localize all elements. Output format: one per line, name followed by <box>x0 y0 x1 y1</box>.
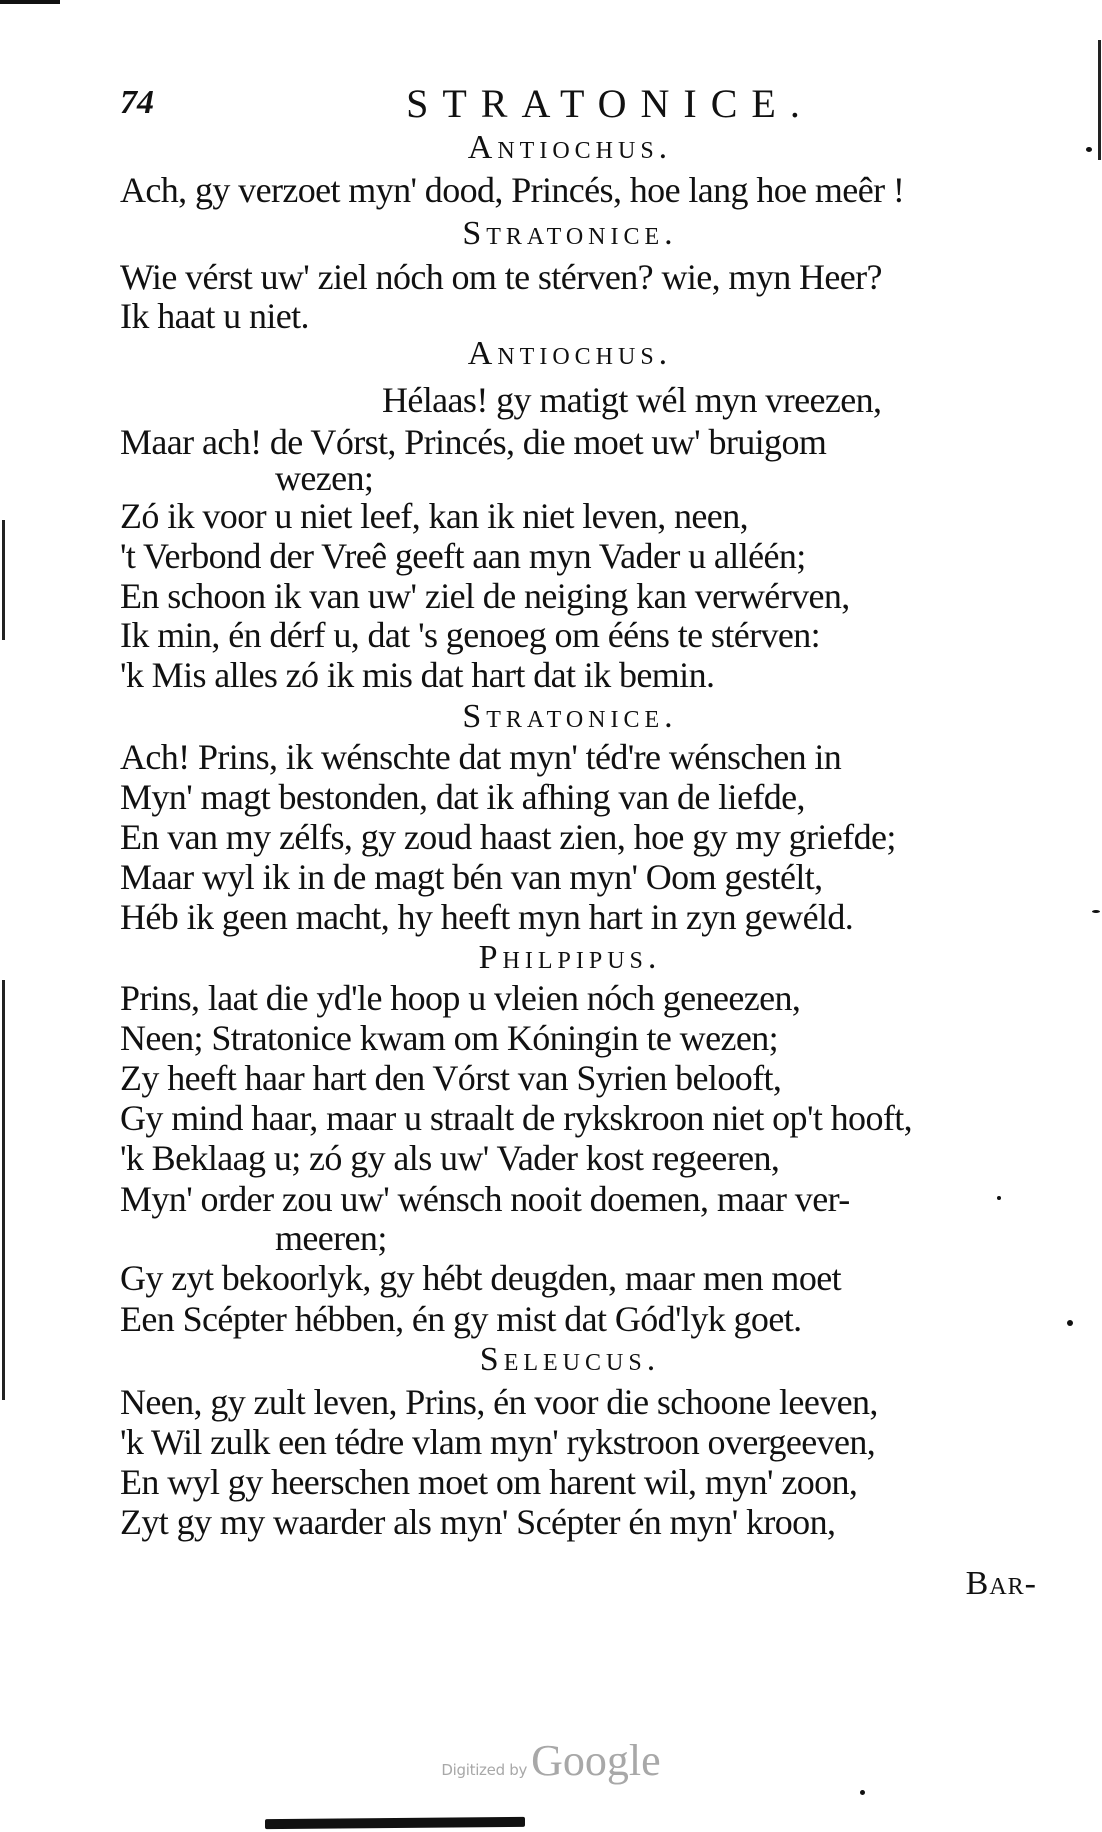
verse-line: Hélaas! gy matigt wél myn vreezen, <box>382 380 882 420</box>
scan-artifact-left-edge <box>2 980 5 1400</box>
verse-line: Maar ach! de Vórst, Princés, die moet uw' bruigom <box>120 422 827 462</box>
verse-line: En van my zélfs, gy zoud haast zien, hoe gy my griefde; <box>120 817 896 857</box>
speaker-heading: Stratonice. <box>462 698 678 735</box>
scan-speck <box>1086 147 1092 152</box>
verse-line: Zy heeft haar hart den Vórst van Syrien belooft, <box>120 1058 782 1098</box>
scan-artifact-right-edge <box>1098 40 1101 160</box>
watermark-brand: Google <box>531 1736 661 1785</box>
verse-line: Een Scépter hébben, én gy mist dat Gód'lyk goet. <box>120 1299 802 1339</box>
verse-line: Myn' order zou uw' wénsch nooit doemen, maar ver- <box>120 1179 850 1219</box>
verse-line: En schoon ik van uw' ziel de neiging kan verwérven, <box>120 576 850 616</box>
verse-line: 't Verbond der Vreê geeft aan myn Vader u alléén; <box>120 536 806 576</box>
scan-artifact-bottom-bar <box>265 1817 525 1829</box>
verse-line: Zyt gy my waarder als myn' Scépter én myn' kroon, <box>120 1502 836 1542</box>
verse-line: Maar wyl ik in de magt bén van myn' Oom gestélt, <box>120 857 823 897</box>
speaker-heading: Antiochus. <box>467 335 673 372</box>
running-title: STRATONICE. <box>406 81 814 126</box>
scan-artifact-top-bar <box>0 0 60 4</box>
catchword: Bar- <box>965 1565 1037 1602</box>
scan-speck <box>1067 1320 1073 1326</box>
verse-line: 'k Mis alles zó ik mis dat hart dat ik bemin. <box>120 655 715 695</box>
page-number: 74 <box>120 84 154 121</box>
verse-line: Zó ik voor u niet leef, kan ik niet leven, neen, <box>120 496 748 536</box>
verse-line: Gy zyt bekoorlyk, gy hébt deugden, maar men moet <box>120 1258 841 1298</box>
verse-line: Prins, laat die yd'le hoop u vleien nóch geneezen, <box>120 978 801 1018</box>
google-watermark <box>0 1735 1102 1786</box>
verse-line: Ach, gy verzoet myn' dood, Princés, hoe lang hoe meêr ! <box>120 170 905 210</box>
verse-line: 'k Beklaag u; zó gy als uw' Vader kost regeeren, <box>120 1138 780 1178</box>
watermark-prefix: Digitized by <box>441 1761 528 1779</box>
verse-line: Ach! Prins, ik wénschte dat myn' téd're wénschen in <box>120 737 842 777</box>
verse-line: Ik min, én dérf u, dat 's genoeg om ééns te stérven: <box>120 615 821 655</box>
verse-line: Gy mind haar, maar u straalt de rykskroon niet op't hooft, <box>120 1098 913 1138</box>
verse-line: meeren; <box>275 1218 387 1258</box>
verse-line: En wyl gy heerschen moet om harent wil, myn' zoon, <box>120 1462 858 1502</box>
scan-speck <box>860 1790 865 1795</box>
speaker-heading: Antiochus. <box>467 129 673 166</box>
scan-speck <box>1092 910 1100 913</box>
speaker-heading: Philpipus. <box>478 939 662 976</box>
running-head <box>120 80 1020 130</box>
verse-line: Myn' magt bestonden, dat ik afhing van de liefde, <box>120 777 805 817</box>
scan-speck <box>997 1196 1001 1200</box>
verse-line: wezen; <box>275 458 374 498</box>
verse-line: 'k Wil zulk een tédre vlam myn' rykstroon overgeeven, <box>120 1422 876 1462</box>
verse-line: Héb ik geen macht, hy heeft myn hart in zyn gewéld. <box>120 897 854 937</box>
speaker-heading: Stratonice. <box>462 215 678 252</box>
verse-line: Ik haat u niet. <box>120 296 309 336</box>
verse-line: Neen, gy zult leven, Prins, én voor die schoone leeven, <box>120 1382 878 1422</box>
speaker-heading: Seleucus. <box>479 1341 661 1378</box>
scan-artifact-left-edge <box>2 520 5 640</box>
verse-line: Wie vérst uw' ziel nóch om te stérven? wie, myn Heer? <box>120 257 882 297</box>
verse-line: Neen; Stratonice kwam om Kóningin te wezen; <box>120 1018 779 1058</box>
